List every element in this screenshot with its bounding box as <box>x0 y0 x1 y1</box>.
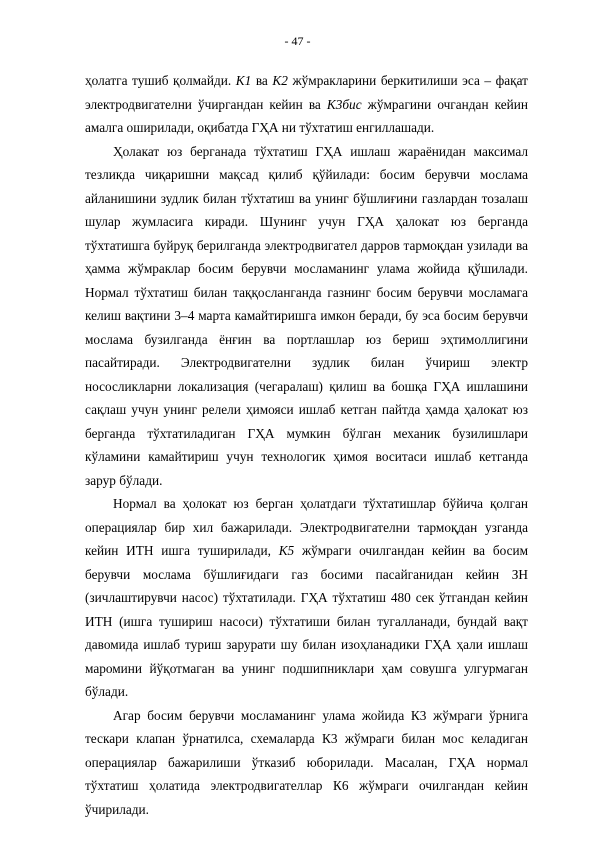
text-run: жўмракларини беркитилиши эса – фақат электродвигателни ўчиргандан кейин ва <box>85 73 528 112</box>
text-run: жўмраги очилгандан кейин ва босим берувчи мослама бўшлиғидаги газ босими пасайганидан кейин ЗН (зичлаштирувчи насос) тўхтатилади. ГҲА тўхтатиш 480 сек ўтгандан кейин ИТН (ишга тушириш насоси) тўхтатиши билан тугалланади, бундай вақт давомида ишлаб туриш зарурати шу билан изоҳланадики ГҲА ҳали ишлаш маромини йўқотмаган ва унинг подшипниклари ҳам совушга улгурмаган бўлади. <box>85 543 528 699</box>
italic-term: К1 <box>235 73 252 88</box>
paragraph <box>85 140 528 493</box>
body-text <box>85 69 528 821</box>
page-number: - 47 - <box>284 34 311 48</box>
text-run: Агар босим берувчи мосламанинг улама жойида К3 жўмраги ўрнига тескари клапан ўрнатилса, схемаларда К3 жўмраги билан мос келадиган операциялар бажарилиши ўтказиб юборилади. Масалан, ГҲА нормал тўхтатиш ҳолатида электродвигателлар К6 жўмраги очилгандан кейин ўчирилади. <box>85 707 528 817</box>
paragraph <box>85 492 528 704</box>
text-run: ҳолатга тушиб қолмайди. <box>85 73 236 88</box>
paragraph <box>85 69 528 140</box>
italic-term: К3бис <box>326 96 362 112</box>
text-run: жўмрагини очгандан кейин амалга оширилади, оқибатда ГҲА ни тўхтатиш енгиллашади. <box>85 96 528 135</box>
text-run: ва <box>251 73 273 88</box>
italic-term: К5 <box>278 543 295 558</box>
text-run: Нормал ва ҳолокат юз берган ҳолатдаги тўхтатишлар бўйича қолган операциялар бир хил бажарилади. Электродвигателни тармоқдан узганда кейин ИТН ишга туширилади, <box>85 496 528 558</box>
text-run: Ҳолакат юз берганада тўхтатиш ГҲА ишлаш жараёнидан максимал тезликда чиқаришни мақсад қилиб қўйилади: босим берувчи мослама айланишини зудлик билан тўхтатиш ва унинг бўшлиғини газлардан тозалаш шулар жумласига киради. Шунинг учун ГҲА ҳалокат юз берганда тўхтатишга буйруқ берилганда электродвигател дарров тармоқдан узилади ва ҳамма жўмраклар босим берувчи мосламанинг улама жойида қўшилади. Нормал тўхтатиш билан таққосланганда газнинг босим берувчи мосламага келиш вақтини 3–4 марта камайтиришга имкон беради, бу эса босим берувчи мослама бузилганда ёнғин ва портлашлар юз бериш эҳтимоллигини пасайтиради. Электродвигателни зудлик билан ўчириш электр нососликларни локализация (чегаралаш) қилиш ва бошқа ГҲА ишлашини сақлаш учун унинг релели ҳимояси ишлаб кетган пайтда ҳамда ҳалокат юз берганда тўхтатиладиган ГҲА мумкин бўлган механик бузилишлари кўламини камайтириш учун технологик ҳимоя воситаси ишлаб кетганда зарур бўлади. <box>85 143 528 488</box>
paragraph <box>85 704 528 822</box>
italic-term: К2 <box>272 73 288 88</box>
